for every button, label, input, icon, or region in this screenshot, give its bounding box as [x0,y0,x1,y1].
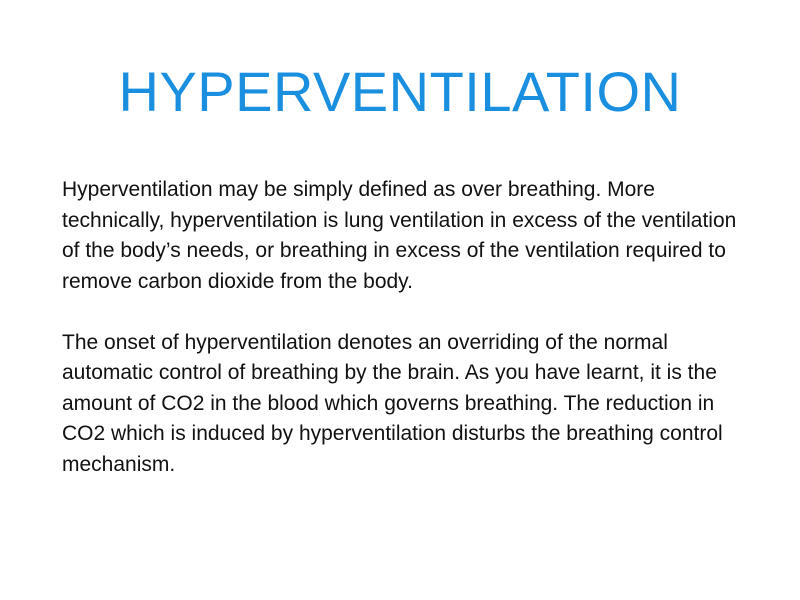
slide-body [62,175,742,480]
body-paragraph-onset: The onset of hyperventilation denotes an overriding of the normal automatic control of breathing by the brain. As you have learnt, it is the amount of CO2 in the blood which governs breathing. The reduction in CO2 which is induced by hyperventilation disturbs the breathing control mechanism. [62,330,723,476]
slide-title: HYPERVENTILATION [118,60,682,123]
body-paragraph-definition: Hyperventilation may be simply defined as over breathing. More technically, hyperventilation is lung ventilation in excess of the ventilation of the body’s needs, or breathing in excess of the ventilation required to remove carbon dioxide from the body. [62,178,737,293]
